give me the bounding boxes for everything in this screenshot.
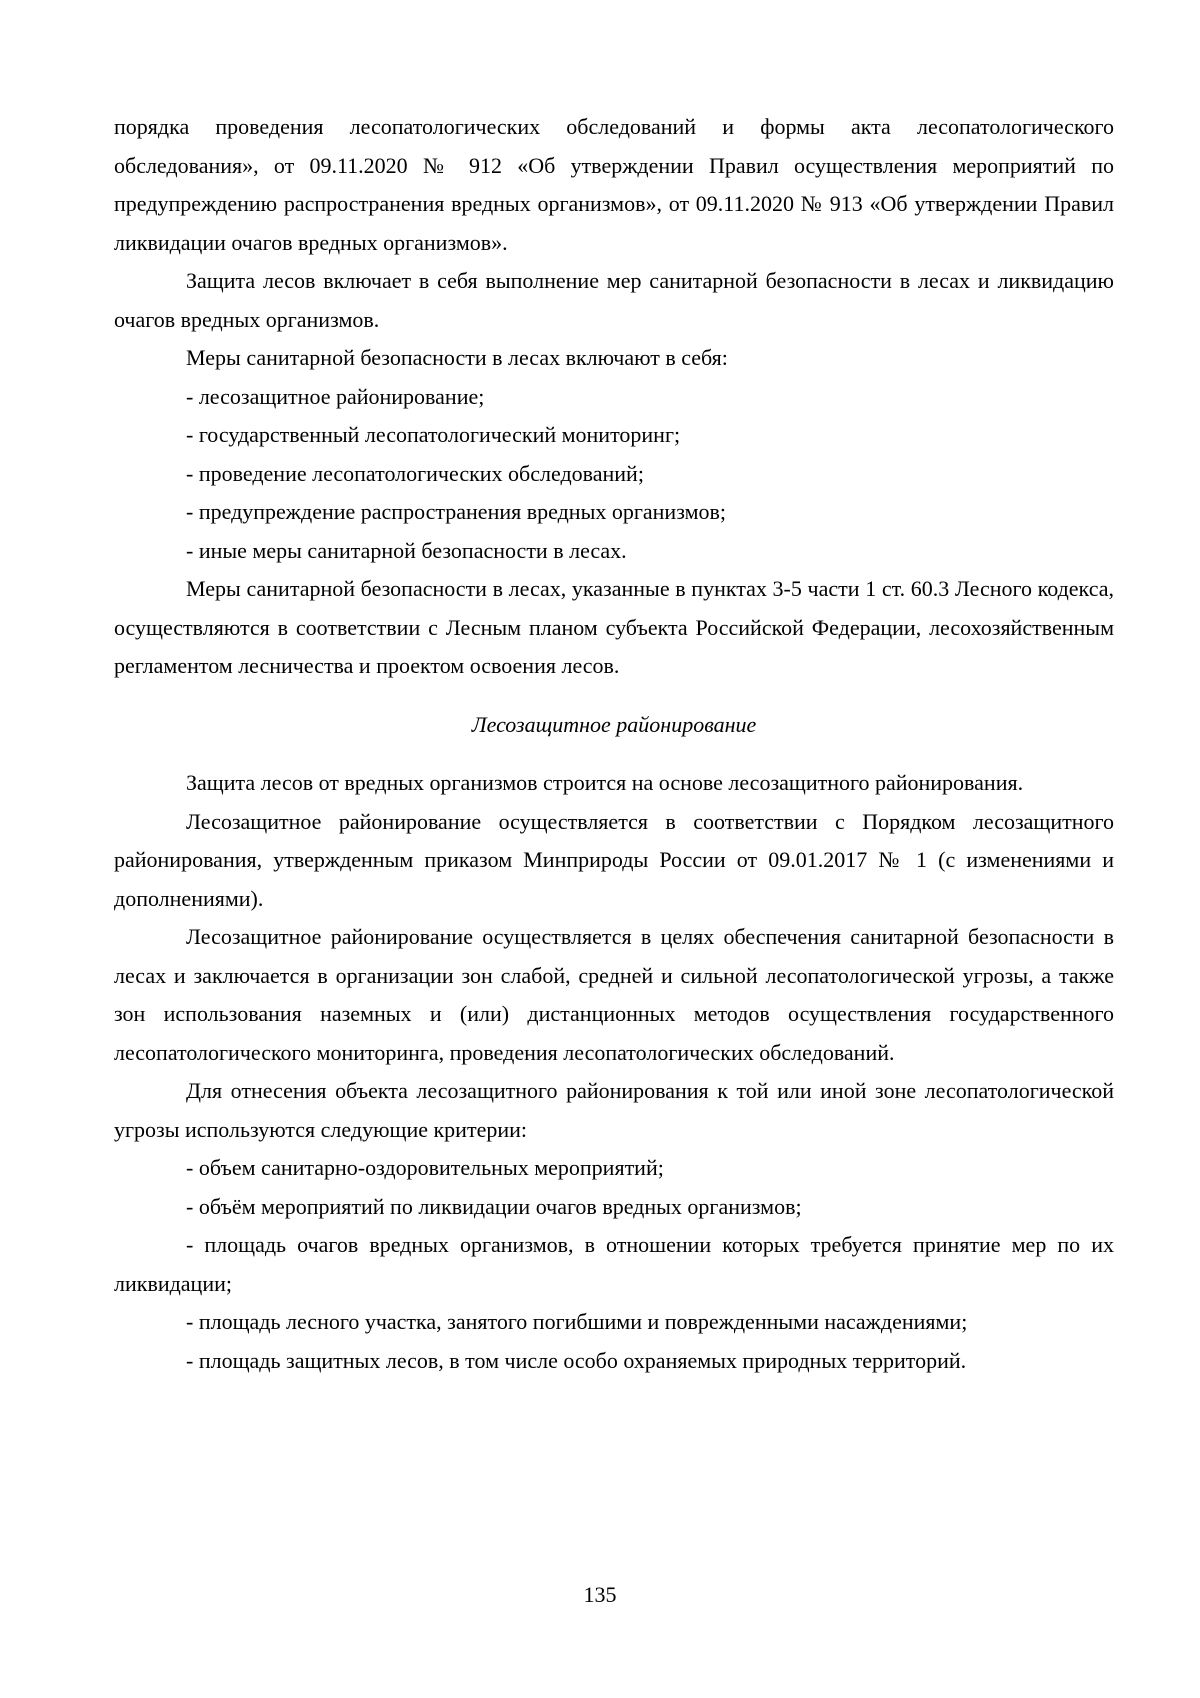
paragraph-section: Лесозащитное районирование осуществляется в целях обеспечения санитарной безопасности в лесах и заключается в организации зон слабой, средней и сильной лесопатологической угрозы, а также зон использования наземных и (или) дистанционных методов осуществления государственного лесопатологического мониторинга, проведения лесопатологических обследований. — [114, 924, 1114, 1065]
list-item: - проведение лесопатологических обследований; — [186, 460, 644, 486]
measures-list — [114, 378, 1114, 571]
page-number: 135 — [583, 1582, 617, 1607]
criteria-list — [114, 1149, 1114, 1380]
list-item: - иные меры санитарной безопасности в лесах. — [186, 537, 627, 563]
paragraph-forest-protection: Защита лесов включает в себя выполнение мер санитарной безопасности в лесах и ликвидацию очагов вредных организмов. — [114, 268, 1114, 332]
list-item: - площадь очагов вредных организмов, в отношении которых требуется принятие мер по их ликвидации; — [114, 1232, 1114, 1296]
paragraph-orders-continuation: порядка проведения лесопатологических обследований и формы акта лесопатологического обследования», от 09.11.2020 № 912 «Об утверждении Правил осуществления мероприятий по предупреждению распространения вредных организмов», от 09.11.2020 № 913 «Об утверждении Правил ликвидации очагов вредных организмов». — [114, 114, 1114, 255]
list-item: - предупреждение распространения вредных организмов; — [186, 499, 726, 524]
paragraph-section: Для отнесения объекта лесозащитного районирования к той или иной зоне лесопатологической угрозы используются следующие критерии: — [114, 1078, 1114, 1142]
paragraph-measures-info: Меры санитарной безопасности в лесах, указанные в пунктах 3-5 части 1 ст. 60.3 Лесного кодекса, осуществляются в соответствии с Лесным планом субъекта Российской Федерации, лесохозяйственным регламентом лесничества и проектом освоения лесов. — [114, 576, 1114, 678]
list-item: - объем санитарно-оздоровительных мероприятий; — [186, 1155, 664, 1180]
paragraph-section: Защита лесов от вредных организмов строится на основе лесозащитного районирования. — [186, 770, 1024, 795]
list-item: - объём мероприятий по ликвидации очагов вредных организмов; — [186, 1193, 802, 1219]
list-item: - лесозащитное районирование; — [186, 383, 485, 409]
list-item: - площадь защитных лесов, в том числе особо охраняемых природных территорий. — [186, 1347, 967, 1373]
paragraph-measures-intro: Меры санитарной безопасности в лесах включают в себя: — [186, 345, 728, 370]
list-item: - государственный лесопатологический мониторинг; — [186, 422, 681, 447]
section-heading: Лесозащитное районирование — [471, 711, 757, 737]
page-body — [114, 108, 1114, 1380]
list-item: - площадь лесного участка, занятого погибшими и поврежденными насаждениями; — [186, 1309, 968, 1334]
paragraph-section: Лесозащитное районирование осуществляется в соответствии с Порядком лесозащитного районирования, утвержденным приказом Минприроды России от 09.01.2017 № 1 (с изменениями и дополнениями). — [114, 808, 1114, 911]
